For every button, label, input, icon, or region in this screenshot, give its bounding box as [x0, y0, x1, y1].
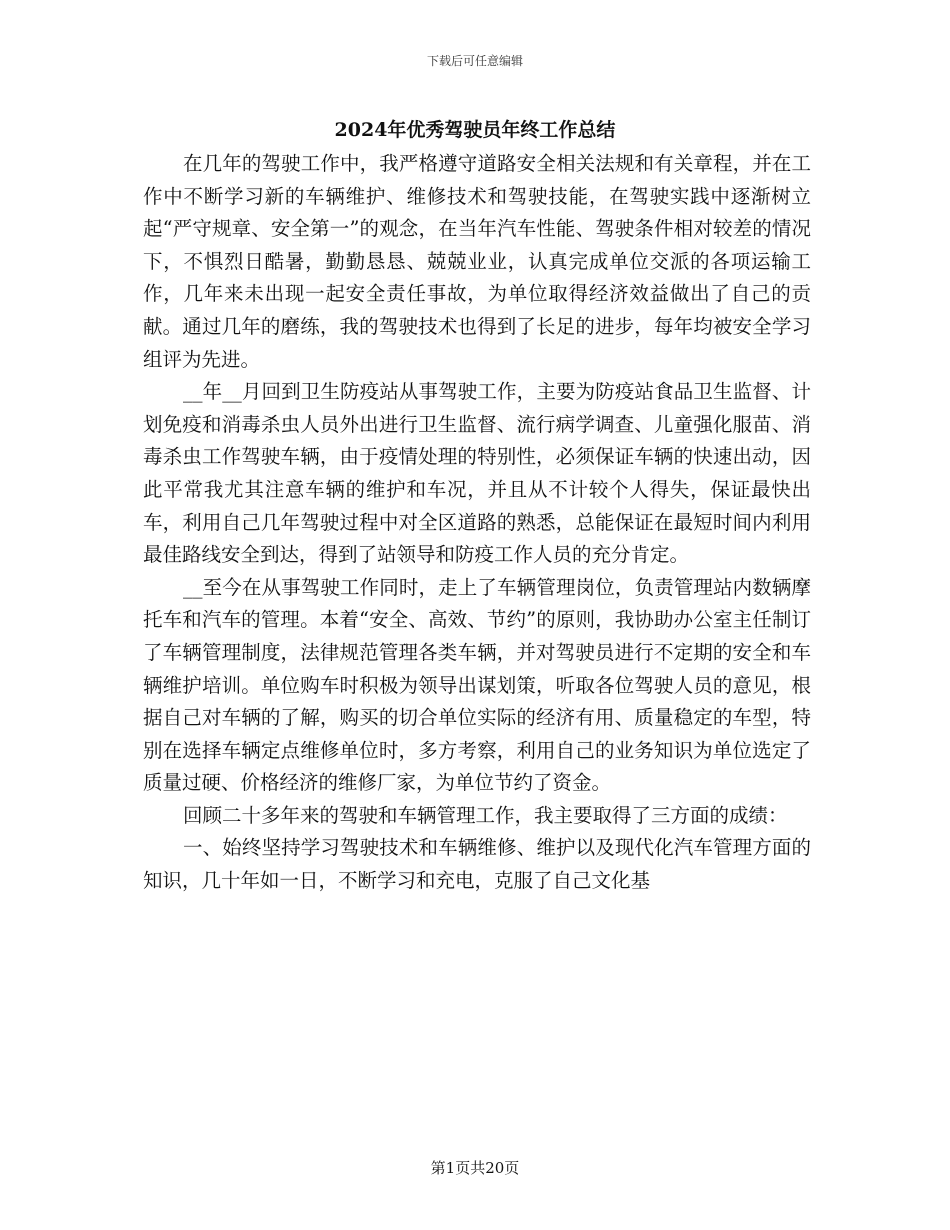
document-body — [143, 148, 811, 898]
paragraph-1: 在几年的驾驶工作中，我严格遵守道路安全相关法规和有关章程，并在工作中不断学习新的车辆维护、维修技术和驾驶技能，在驾驶实践中逐渐树立起“严守规章、安全第一”的观念，在当年汽车性能、驾驶条件相对较差的情况下，不惧烈日酷暑，勤勤恳恳、兢兢业业，认真完成单位交派的各项运输工作，几年来未出现一起安全责任事故，为单位取得经济效益做出了自己的贡献。通过几年的磨练，我的驾驶技术也得到了长足的进步，每年均被安全学习组评为先进。 — [143, 152, 811, 371]
page-header-note: 下载后可任意编辑 — [426, 54, 523, 68]
paragraph-3: __至今在从事驾驶工作同时，走上了车辆管理岗位，负责管理站内数辆摩托车和汽车的管理。本着“安全、高效、节约”的原则，我协助办公室主任制订了车辆管理制度，法律规范管理各类车辆，并对驾驶员进行不定期的安全和车辆维护培训。单位购车时积极为领导出谋划策，听取各位驾驶人员的意见，根据自己对车辆的了解，购买的切合单位实际的经济有用、质量稳定的车型，特别在选择车辆定点维修单位时，多方考察，利用自己的业务知识为单位选定了质量过硬、价格经济的维修厂家，为单位节约了资金。 — [143, 575, 811, 795]
paragraph-4: 回顾二十多年来的驾驶和车辆管理工作，我主要取得了三方面的成绩： — [183, 803, 788, 827]
document-title: 2024年优秀驾驶员年终工作总结 — [334, 119, 616, 141]
paragraph-2: __年__月回到卫生防疫站从事驾驶工作，主要为防疫站食品卫生监督、计划免疫和消毒杀虫人员外出进行卫生监督、流行病学调查、儿童强化服苗、消毒杀虫工作驾驶车辆，由于疫情处理的特别性，必须保证车辆的快速出动，因此平常我尤其注意车辆的维护和车况，并且从不计较个人得失，保证最快出车，利用自己几年驾驶过程中对全区道路的熟悉，总能保证在最短时间内利用最佳路线安全到达，得到了站领导和防疫工作人员的充分肯定。 — [143, 380, 811, 567]
paragraph-5: 一、始终坚持学习驾驶技术和车辆维修、维护以及现代化汽车管理方面的知识，几十年如一日，不断学习和充电，克服了自己文化基 — [143, 836, 811, 893]
page-number: 第1页共20页 — [430, 1159, 520, 1177]
